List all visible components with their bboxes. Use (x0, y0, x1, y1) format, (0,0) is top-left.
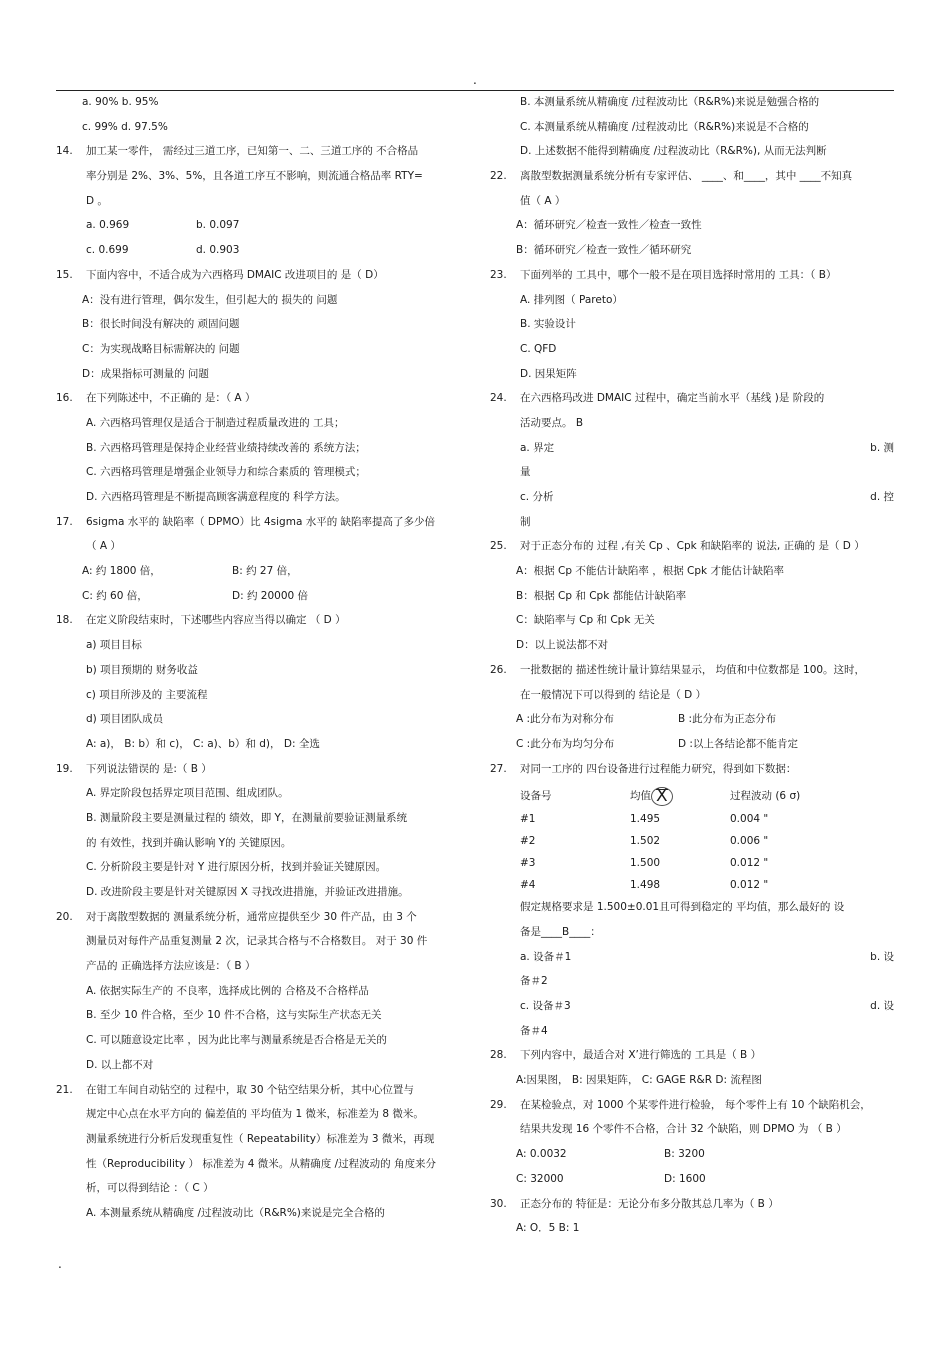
q27-col-variation: 过程波动 (6 σ) (730, 790, 801, 803)
q25-option-b: B：根据 Cp 和 Cpk 都能估计缺陷率 (516, 589, 687, 602)
q16-number: 16. (56, 392, 73, 405)
q19-text: 下列说法错误的 是:（ B ） (86, 762, 212, 775)
q16-option-a: A. 六西格玛管理仅是适合于制造过程质量改进的 工具； (86, 416, 345, 429)
left-column (56, 92, 460, 1228)
q21-option-c: C. 本测量系统从精确度 /过程波动比（R&R%)来说是不合格的 (520, 120, 809, 133)
q22-stem-line1 (490, 166, 894, 191)
q25-number: 25. (490, 540, 507, 553)
q29-options-ab (490, 1144, 894, 1169)
q29-option-d: D: 1600 (664, 1172, 706, 1185)
q18-text: 在定义阶段结束时，下述哪些内容应当得以确定 （ D ） (86, 614, 346, 627)
q27-stem (490, 759, 894, 784)
q25-stem (490, 536, 894, 561)
q17-options-ab (56, 561, 460, 586)
q17-options-cd (56, 586, 460, 611)
table-row (490, 875, 894, 897)
right-column (490, 92, 894, 1243)
q23-option-d: D. 因果矩阵 (520, 367, 577, 380)
q15-number: 15. (56, 268, 73, 281)
q16-stem (56, 388, 460, 413)
q27-stem-line2: 假定规格要求是 1.500±0.01且可得到稳定的 平均值，那么最好的 设 (520, 901, 845, 914)
q27-col-mean (630, 783, 730, 809)
q28-number: 28. (490, 1049, 507, 1062)
q27-table-header (490, 783, 894, 809)
q25-option-a: A：根据 Cp 不能估计缺陷率 ，根据 Cpk 才能估计缺陷率 (516, 565, 784, 578)
q22-number: 22. (490, 170, 507, 183)
q20-option-d: D. 以上都不对 (86, 1058, 154, 1071)
q25-option-c: C：缺陷率与 Cp 和 Cpk 无关 (516, 614, 655, 627)
q27-cell: 0.004 " (730, 813, 769, 826)
q25-option-d: D：以上说法都不对 (516, 639, 609, 652)
q14-option-a: a. 0.969 (86, 219, 130, 232)
q26-option-b: B :此分布为正态分布 (678, 713, 777, 726)
q28-options: A:因果图， B: 因果矩阵， C: GAGE R&R D: 流程图 (516, 1074, 762, 1087)
q17-number: 17. (56, 515, 73, 528)
header-rule (56, 90, 894, 91)
q21-option-d: D. 上述数据不能得到精确度 /过程波动比（R&R%), 从而无法判断 (520, 145, 827, 158)
q30-stem (490, 1194, 894, 1219)
q27-stem-line3 (490, 922, 894, 947)
q28-stem (490, 1045, 894, 1070)
q15-stem (56, 265, 460, 290)
q24-option-c: c. 分析 (520, 491, 554, 503)
q27-col-device: 设备号 (520, 790, 552, 803)
q29-number: 29. (490, 1098, 507, 1111)
q20-option-b: B. 至少 10 件合格，至少 10 件不合格，这与实际生产状态无关 (86, 1009, 382, 1022)
q14-option-d: d. 0.903 (196, 244, 240, 257)
q27-options-ab (490, 947, 894, 972)
q24-option-d-wrap: 制 (520, 515, 531, 528)
q27-text: 对同一工序的 四台设备进行过程能力研究，得到如下数据： (520, 762, 797, 775)
q20-option-c: C. 可以随意设定比率 ，因为此比率与测量系统是否合格是无关的 (86, 1034, 387, 1047)
q27-text-pre: 备是 (520, 925, 541, 938)
q29-option-b: B: 3200 (664, 1148, 705, 1161)
q26-options-ab (490, 709, 894, 734)
q24-number: 24. (490, 392, 507, 405)
q21-number: 21. (56, 1083, 73, 1096)
q17-stem-line2: （ A ） (86, 540, 121, 553)
q17-option-b: B: 约 27 倍， (232, 565, 298, 578)
q16-option-b: B. 六西格玛管理是保持企业经营业绩持续改善的 系统方法； (86, 441, 366, 454)
q27-option-c: c. 设备＃3 (520, 1000, 571, 1012)
q23-option-a: A. 排列图（ Pareto） (520, 293, 623, 306)
q14-text: 加工某一零件， 需经过三道工序，已知第一、二、三道工序的 不合格品 (86, 145, 419, 158)
header-dot: . (473, 73, 477, 87)
q18-number: 18. (56, 614, 73, 627)
q24-options-cd (490, 487, 894, 512)
q14-stem-line3: D 。 (86, 194, 108, 207)
q27-option-b-wrap: 备＃2 (520, 975, 548, 988)
q26-number: 26. (490, 663, 507, 676)
q16-option-c: C. 六西格玛管理是增强企业领导力和综合素质的 管理模式； (86, 466, 366, 479)
q19-option-b-line1: B. 测量阶段主要是测量过程的 绩效，即 Y，在测量前要验证测量系统 (86, 811, 407, 824)
q18-stem (56, 610, 460, 635)
q14-number: 14. (56, 145, 73, 158)
q27-col-mean-label: 均值 (630, 790, 651, 803)
table-row (490, 831, 894, 853)
q29-options-cd (490, 1169, 894, 1194)
q18-options: A: a)， B: b）和 c)， C: a)、b）和 d)， D: 全选 (86, 737, 320, 750)
q19-number: 19. (56, 762, 73, 775)
q27-cell: #4 (520, 879, 536, 892)
q15-option-d: D：成果指标可测量的 问题 (82, 367, 209, 380)
q19-option-d: D. 改进阶段主要是针对关键原因 X 寻找改进措施，并验证改进措施。 (86, 886, 409, 898)
q15-option-a: A：没有进行管理，偶尔发生，但引起大的 损失的 问题 (82, 293, 338, 306)
q21-stem-line3: 测量系统进行分析后发现重复性（ Repeatability）标准差为 3 微米，再现 (86, 1132, 435, 1145)
q15-option-b: B：很长时间没有解决的 顽固问题 (82, 318, 240, 331)
q20-stem-line3: 产品的 正确选择方法应该是：（ B ） (86, 960, 256, 973)
q23-option-c: C. QFD (520, 342, 557, 355)
table-row (490, 853, 894, 875)
q18-item-c: c) 项目所涉及的 主要流程 (86, 688, 208, 701)
q27-cell: 1.500 (630, 857, 661, 870)
q13-options-ab: a. 90% b. 95% (82, 96, 159, 108)
x-bar-symbol: X (651, 787, 673, 806)
q29-stem-line1 (490, 1095, 894, 1120)
q17-stem-line1 (56, 512, 460, 537)
q30-options: A: O．5 B: 1 (516, 1222, 580, 1235)
q16-text: 在下列陈述中，不正确的 是：（ A ） (86, 392, 256, 405)
q20-stem-line2: 测量员对每件产品重复测量 2 次，记录其合格与不合格数目。 对于 30 件 (86, 935, 428, 948)
q14-option-c: c. 0.699 (86, 244, 129, 257)
q27-option-b: b. 设 (870, 950, 894, 963)
q15-option-c: C：为实现战略目标需解决的 问题 (82, 342, 240, 355)
q21-stem-line4: 性（Reproducibility ） 标准差为 4 微米。从精确度 /过程波动的 角度来分 (86, 1157, 436, 1170)
q17-option-c: C: 约 60 倍， (82, 589, 148, 602)
q30-text: 正态分布的 特征是：无论分布多分散其总几率为（ B ） (520, 1197, 779, 1210)
q27-cell: 0.006 " (730, 835, 769, 848)
q28-text: 下列内容中，最适合对 X’进行筛选的 工具是（ B ） (520, 1049, 762, 1062)
q21-option-a: A. 本测量系统从精确度 /过程波动比（R&R%)来说是完全合格的 (86, 1206, 385, 1219)
q22-option-a: A：循环研究／检查一致性／检查一致性 (516, 219, 702, 232)
q26-option-d: D :以上各结论都不能肯定 (678, 737, 798, 750)
q21-stem-line2: 规定中心点在水平方向的 偏差值的 平均值为 1 微米，标准差为 8 微米。 (86, 1108, 424, 1121)
q24-option-b-wrap: 量 (520, 466, 531, 479)
q27-number: 27. (490, 762, 507, 775)
q20-stem-line1 (56, 907, 460, 932)
q20-option-a: A. 依据实际生产的 不良率，选择成比例的 合格及不合格样品 (86, 984, 369, 997)
q27-cell: 1.502 (630, 835, 661, 848)
q29-option-a: A: 0.0032 (516, 1148, 567, 1161)
q25-text: 对于正态分布的 过程 ,有关 Cp 、Cpk 和缺陷率的 说法, 正确的 是（ D ） (520, 540, 865, 553)
q29-stem-line2: 结果共发现 16 个零件不合格，合计 32 个缺陷，则 DPMO 为 （ B ） (520, 1123, 847, 1136)
q19-option-c: C. 分析阶段主要是针对 Y 进行原因分析，找到并验证关键原因。 (86, 861, 387, 874)
q27-text-post: ： (590, 925, 601, 938)
q24-stem-line1 (490, 388, 894, 413)
q14-options-ab (56, 215, 460, 240)
q18-item-a: a) 项目目标 (86, 639, 142, 652)
q23-text: 下面列举的 工具中，哪个一般不是在项目选择时常用的 工具：（ B） (520, 268, 837, 281)
q27-option-d: d. 设 (870, 1000, 894, 1012)
q19-stem (56, 759, 460, 784)
q19-option-b-line2: 的 有效性，找到并确认影响 Y的 关键原因。 (86, 836, 292, 849)
q27-cell: #1 (520, 813, 536, 826)
q20-number: 20. (56, 910, 73, 923)
q26-stem-line2: 在一般情况下可以得到的 结论是（ D ） (520, 688, 707, 701)
q14-stem-line2: 率分别是 2%、3%、5%，且各道工序互不影响，则流通合格品率 RTY= (86, 170, 423, 183)
q26-options-cd (490, 734, 894, 759)
q24-option-b: b. 测 (870, 441, 894, 454)
q16-option-d: D. 六西格玛管理是不断提高顾客满意程度的 科学方法。 (86, 491, 346, 503)
table-row (490, 809, 894, 831)
q23-stem (490, 265, 894, 290)
q27-cell: #2 (520, 835, 536, 848)
q17-option-a: A: 约 1800 倍， (82, 565, 161, 578)
q27-answer-blank: ____B____ (541, 925, 591, 938)
q23-option-b: B. 实验设计 (520, 318, 576, 331)
q22-text: 离散型数据测量系统分析有专家评估、 ____、和____，其中 ____不知真 (520, 170, 853, 183)
q20-text: 对于离散型数据的 测量系统分析，通常应提供至少 30 件产品，由 3 个 (86, 910, 417, 923)
q18-item-b: b) 项目预期的 财务收益 (86, 663, 198, 676)
q24-options-ab (490, 438, 894, 463)
q27-cell: 1.495 (630, 813, 661, 826)
q21-option-b: B. 本测量系统从精确度 /过程波动比（R&R%)来说是勉强合格的 (520, 96, 820, 108)
q26-option-a: A :此分布为对称分布 (516, 713, 615, 726)
q27-cell: 0.012 " (730, 879, 769, 892)
q14-option-b: b. 0.097 (196, 219, 240, 232)
q21-stem-line5: 析，可以得到结论 ：（ C ） (86, 1182, 214, 1195)
q24-option-a: a. 界定 (520, 441, 555, 454)
q29-option-c: C: 32000 (516, 1172, 564, 1185)
q15-text: 下面内容中，不适合成为六西格玛 DMAIC 改进项目的 是（ D） (86, 268, 384, 281)
q29-text: 在某检验点，对 1000 个某零件进行检验， 每个零件上有 10 个缺陷机会， (520, 1098, 871, 1111)
q26-stem-line1 (490, 660, 894, 685)
q27-cell: 0.012 " (730, 857, 769, 870)
q21-text: 在钳工车间自动钻空的 过程中，取 30 个钻空结果分析，其中心位置与 (86, 1083, 414, 1096)
footer-dot: . (58, 1257, 62, 1271)
q27-cell: #3 (520, 857, 536, 870)
q27-option-d-wrap: 备＃4 (520, 1024, 548, 1037)
q13-options-cd: c. 99% d. 97.5% (82, 120, 168, 133)
q26-option-c: C :此分布为均匀分布 (516, 737, 615, 750)
q22-option-b: B：循环研究／检查一致性／循环研究 (516, 244, 692, 257)
q30-number: 30. (490, 1197, 507, 1210)
q27-cell: 1.498 (630, 879, 661, 892)
q17-option-d: D: 约 20000 倍 (232, 589, 309, 602)
q21-stem-line1 (56, 1080, 460, 1105)
q14-stem-line1 (56, 141, 460, 166)
q24-option-d: d. 控 (870, 491, 894, 503)
q27-options-cd (490, 996, 894, 1021)
q23-number: 23. (490, 268, 507, 281)
q18-item-d: d) 项目团队成员 (86, 713, 164, 726)
q17-text: 6sigma 水平的 缺陷率（ DPMO）比 4sigma 水平的 缺陷率提高了多少倍 (86, 515, 436, 528)
q26-text: 一批数据的 描述性统计量计算结果显示， 均值和中位数都是 100。这时， (520, 663, 866, 676)
q27-option-a: a. 设备＃1 (520, 950, 572, 963)
q22-stem-line2: 值（ A ） (520, 194, 566, 207)
q14-options-cd (56, 240, 460, 265)
q24-text: 在六西格玛改进 DMAIC 过程中，确定当前水平（基线 )是 阶段的 (520, 392, 825, 405)
q24-stem-line2: 活动要点。 B (520, 416, 584, 429)
q19-option-a: A. 界定阶段包括界定项目范围、组成团队。 (86, 787, 289, 800)
